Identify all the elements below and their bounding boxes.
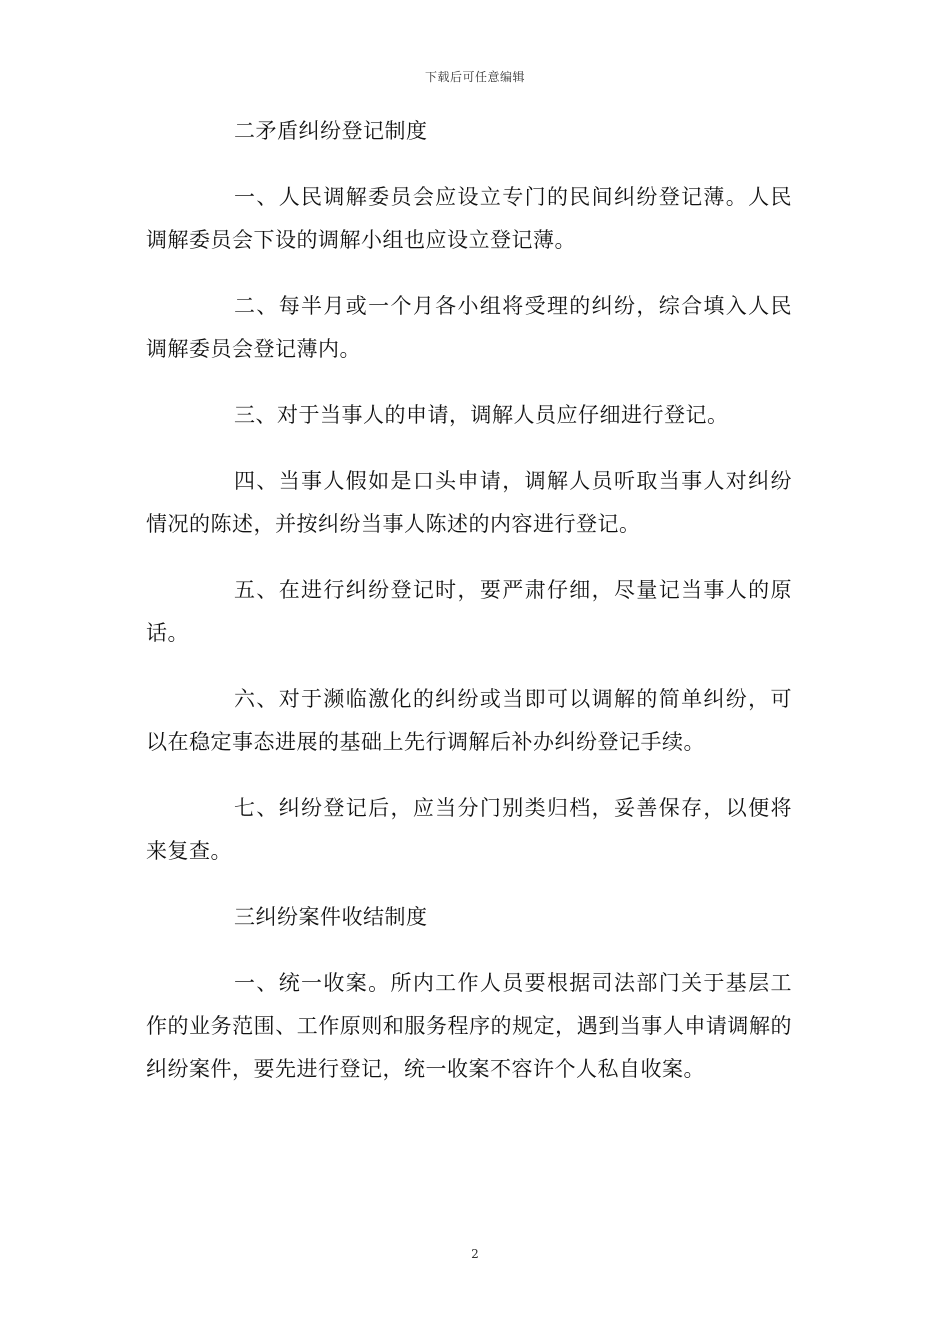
- paragraph: 三、对于当事人的申请，调解人员应仔细进行登记。: [234, 403, 729, 427]
- section-title: 三纠纷案件收结制度: [234, 905, 428, 929]
- page-header: 下载后可任意编辑: [424, 70, 525, 84]
- paragraph: 一、统一收案。所内工作人员要根据司法部门关于基层工作的业务范围、工作原则和服务程序的规定，遇到当事人申请调解的纠纷案件，要先进行登记，统一收案不容许个人私自收案。: [146, 971, 792, 1081]
- paragraph: 一、人民调解委员会应设立专门的民间纠纷登记薄。人民调解委员会下设的调解小组也应设立登记薄。: [146, 185, 792, 252]
- paragraph: 二、每半月或一个月各小组将受理的纠纷，综合填入人民调解委员会登记薄内。: [146, 294, 792, 361]
- paragraph: 五、在进行纠纷登记时，要严肃仔细，尽量记当事人的原话。: [146, 578, 792, 645]
- document-body: [146, 110, 792, 1114]
- paragraph: 七、纠纷登记后，应当分门别类归档，妥善保存，以便将来复查。: [146, 796, 792, 863]
- paragraph: 六、对于濒临激化的纠纷或当即可以调解的简单纠纷，可以在稳定事态进展的基础上先行调解后补办纠纷登记手续。: [146, 687, 792, 754]
- paragraph: 四、当事人假如是口头申请，调解人员听取当事人对纠纷情况的陈述，并按纠纷当事人陈述的内容进行登记。: [146, 469, 792, 536]
- section-title: 二矛盾纠纷登记制度: [234, 119, 428, 143]
- page-number: 2: [471, 1247, 479, 1261]
